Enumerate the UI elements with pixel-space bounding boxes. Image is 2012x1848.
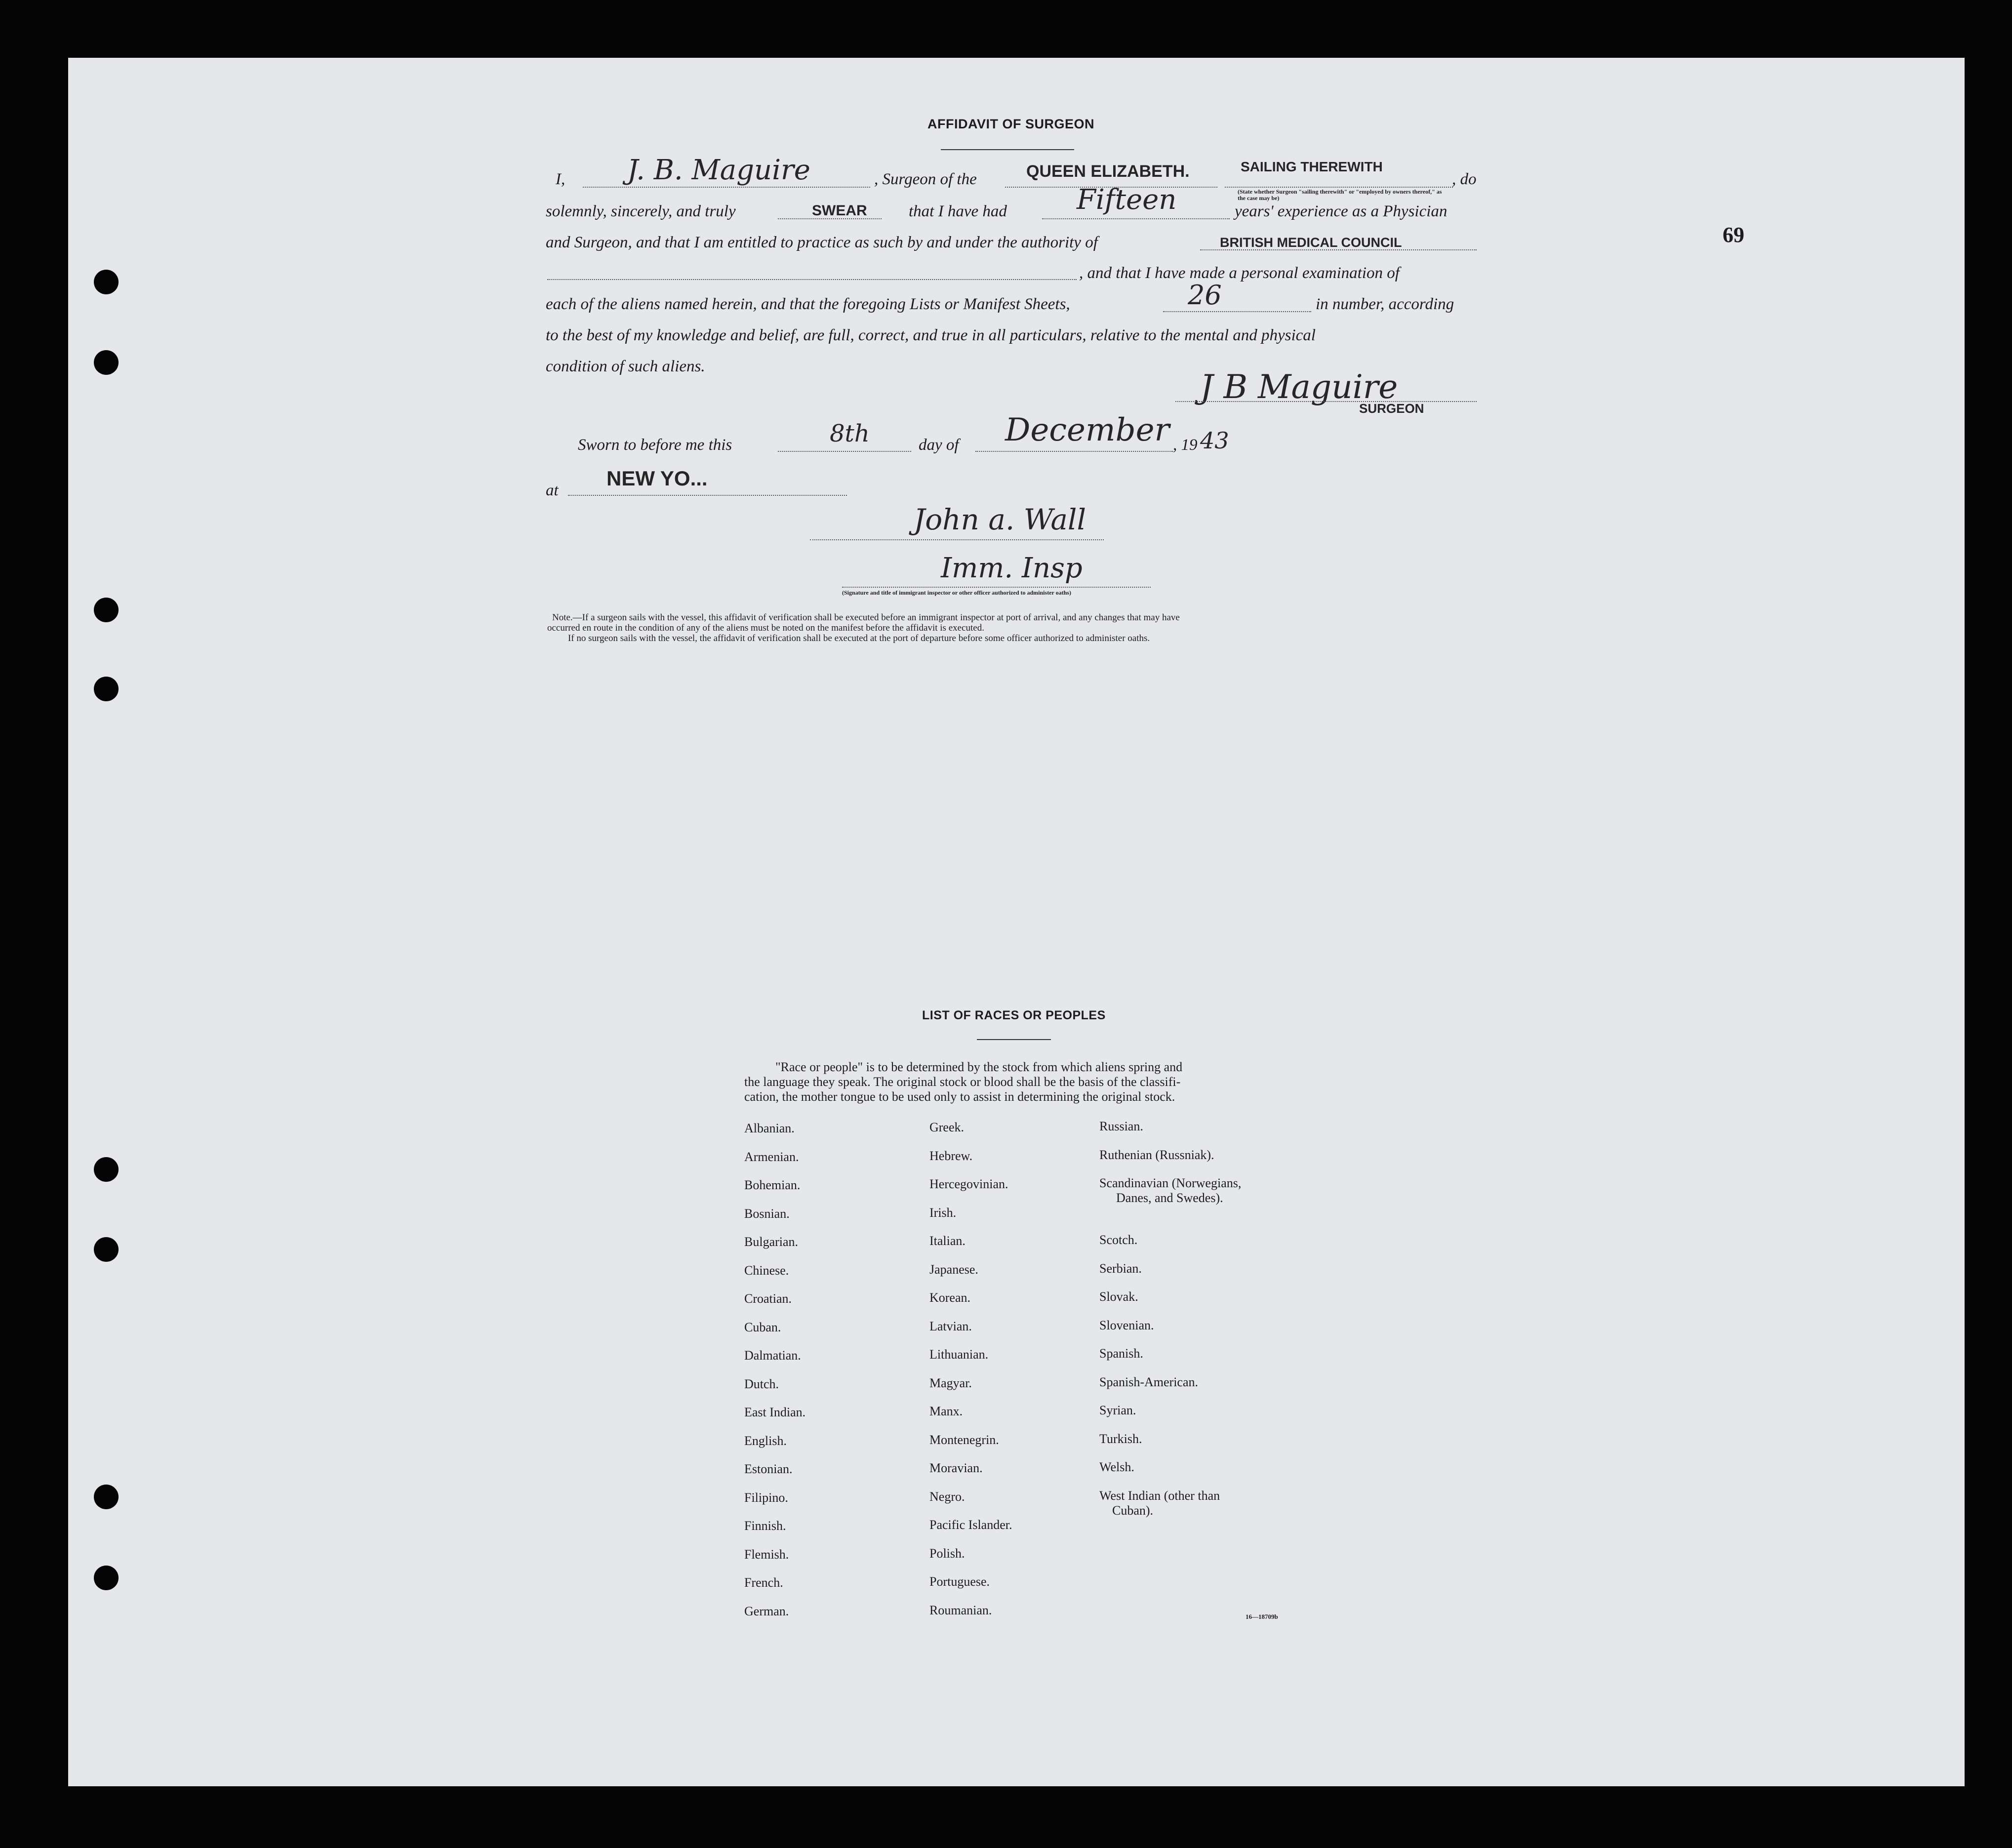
race-item: Bohemian.: [744, 1178, 801, 1192]
race-item: French.: [744, 1575, 783, 1590]
surgeon-name-field: [583, 187, 870, 188]
years-handwritten: Fifteen: [1077, 184, 1177, 216]
race-item: English.: [744, 1434, 787, 1448]
races-intro-line-2: the language they speak. The original stock or blood shall be the basis of the classifi-: [744, 1075, 1181, 1089]
years-field: [1042, 218, 1230, 219]
line2-start: solemnly, sincerely, and truly: [546, 202, 736, 220]
ship-name-stamp: QUEEN ELIZABETH.: [1026, 162, 1190, 181]
line1-start: I,: [556, 170, 565, 188]
race-item: Finnish.: [744, 1519, 786, 1533]
races-intro-line-1: "Race or people" is to be determined by the stock from which aliens spring and: [775, 1060, 1183, 1074]
form-number: 16—18709b: [1246, 1613, 1278, 1620]
title-underline: [941, 149, 1074, 150]
race-item: German.: [744, 1604, 789, 1618]
line5-start: each of the aliens named herein, and that the foregoing Lists or Manifest Sheets,: [546, 295, 1070, 313]
line3-start: and Surgeon, and that I am entitled to practice as such by and under the authority of: [546, 234, 1098, 251]
race-item: Slovak.: [1099, 1289, 1138, 1304]
document-page: [68, 58, 1965, 1786]
line1-mid: , Surgeon of the: [874, 170, 977, 188]
signature-line: [1175, 401, 1477, 402]
inspector-signature-line: [810, 539, 1104, 540]
authority-continued-field: [547, 279, 1077, 280]
race-item: Ruthenian (Russniak).: [1099, 1148, 1214, 1162]
race-item: Croatian.: [744, 1291, 792, 1306]
surgeon-name-handwritten: J. B. Maguire: [627, 154, 810, 186]
authority-stamp: BRITISH MEDICAL COUNCIL: [1220, 235, 1402, 250]
race-item: Serbian.: [1099, 1261, 1142, 1276]
sheets-field: [1163, 311, 1311, 312]
race-item: Negro.: [929, 1489, 965, 1504]
race-item: Scandinavian (Norwegians,: [1099, 1176, 1242, 1190]
binder-hole: [94, 350, 119, 375]
note-line-1: Note.—If a surgeon sails with the vessel, this affidavit of verification shall be executed before an immigrant inspector at port of arrival, and any changes that may have: [552, 612, 1180, 623]
line2-end: years' experience as a Physician: [1235, 202, 1448, 220]
race-item: Spanish-American.: [1099, 1375, 1199, 1389]
page-number: 69: [1723, 223, 1744, 247]
place-field: [568, 495, 847, 496]
race-item: Polish.: [929, 1546, 965, 1561]
races-title: LIST OF RACES OR PEOPLES: [922, 1008, 1106, 1022]
race-item: Cuban.: [744, 1320, 781, 1334]
sworn-day-of: day of: [919, 436, 959, 454]
race-item: Greek.: [929, 1120, 965, 1134]
inspector-title-signature: Imm. Insp: [941, 552, 1083, 584]
race-item: Flemish.: [744, 1547, 789, 1562]
binder-hole: [94, 270, 119, 294]
race-item: Russian.: [1099, 1119, 1143, 1133]
race-item: Dutch.: [744, 1377, 779, 1391]
status-stamp: SAILING THEREWITH: [1241, 159, 1383, 174]
race-item: Magyar.: [929, 1376, 972, 1390]
sheets-handwritten: 26: [1188, 280, 1222, 311]
race-item: Lithuanian.: [929, 1347, 989, 1362]
race-item: Japanese.: [929, 1262, 978, 1277]
binder-hole: [94, 1566, 119, 1590]
race-item: Danes, and Swedes).: [1116, 1191, 1223, 1205]
inspector-title-line: [842, 587, 1151, 588]
race-item: West Indian (other than: [1099, 1488, 1220, 1503]
line6-text: to the best of my knowledge and belief, are full, correct, and true in all particulars, relative to the mental and physical: [546, 326, 1316, 344]
race-item: Hebrew.: [929, 1149, 973, 1163]
race-item: Portuguese.: [929, 1574, 990, 1589]
line2-mid: that I have had: [909, 202, 1007, 220]
signature-title: SURGEON: [1359, 401, 1424, 416]
race-item: Italian.: [929, 1234, 966, 1248]
sworn-day-handwritten: 8th: [830, 420, 870, 447]
binder-hole: [94, 1237, 119, 1262]
race-item: Bosnian.: [744, 1206, 790, 1221]
line5-end: in number, according: [1316, 295, 1454, 313]
line1-end: , do: [1452, 170, 1477, 188]
binder-hole: [94, 1485, 119, 1509]
at-label: at: [546, 482, 559, 499]
race-item: Armenian.: [744, 1150, 799, 1164]
race-item: East Indian.: [744, 1405, 806, 1419]
races-intro-line-3: cation, the mother tongue to be used only to assist in determining the original stock.: [744, 1089, 1175, 1104]
race-item: Syrian.: [1099, 1403, 1136, 1417]
race-item: Hercegovinian.: [929, 1177, 1008, 1191]
race-item: Slovenian.: [1099, 1318, 1154, 1332]
binder-hole: [94, 677, 119, 701]
race-item: Welsh.: [1099, 1460, 1134, 1474]
race-item: Estonian.: [744, 1462, 793, 1476]
race-item: Moravian.: [929, 1461, 983, 1475]
races-title-underline: [977, 1039, 1051, 1040]
note-line-2: occurred en route in the condition of any of the aliens must be noted on the manifest before the affidavit is executed.: [547, 623, 984, 633]
race-item: Filipino.: [744, 1490, 788, 1505]
race-item: Montenegrin.: [929, 1433, 999, 1447]
surgeon-signature: J B Maguire: [1200, 368, 1398, 406]
race-item: Scotch.: [1099, 1233, 1138, 1247]
race-item: Manx.: [929, 1404, 963, 1418]
sworn-text: Sworn to before me this: [578, 436, 732, 454]
race-item: Latvian.: [929, 1319, 972, 1333]
race-item: Bulgarian.: [744, 1235, 799, 1249]
sworn-month-field: [975, 451, 1173, 452]
race-item: Irish.: [929, 1205, 957, 1220]
inspector-signature: John a. Wall: [914, 503, 1086, 536]
inspector-caption: (Signature and title of immigrant inspector or other officer authorized to administer oaths): [842, 589, 1071, 596]
line4-text: , and that I have made a personal examination of: [1079, 264, 1400, 282]
sworn-month-handwritten: December: [1005, 412, 1170, 448]
sworn-year-handwritten: 43: [1200, 427, 1229, 454]
note-line-3: If no surgeon sails with the vessel, the affidavit of verification shall be executed at the port of departure before some officer authorized to administer oaths.: [568, 633, 1150, 643]
race-item: Albanian.: [744, 1121, 795, 1135]
race-item: Korean.: [929, 1290, 971, 1305]
sworn-day-field: [778, 451, 911, 452]
sworn-year-prefix: , 19: [1173, 436, 1198, 454]
affidavit-title: AFFIDAVIT OF SURGEON: [927, 117, 1094, 131]
line7-text: condition of such aliens.: [546, 358, 705, 375]
race-item: Pacific Islander.: [929, 1518, 1012, 1532]
race-item: Roumanian.: [929, 1603, 992, 1617]
binder-hole: [94, 598, 119, 622]
race-item: Cuban).: [1112, 1503, 1154, 1518]
race-item: Turkish.: [1099, 1432, 1142, 1446]
place-stamp: NEW YO...: [606, 467, 708, 490]
status-hint: (State whether Surgeon "sailing therewith" or "employed by owners thereof," as the case may be): [1238, 188, 1442, 201]
oath-stamp: SWEAR: [812, 202, 867, 219]
race-item: Dalmatian.: [744, 1348, 801, 1363]
race-item: Chinese.: [744, 1263, 789, 1278]
race-item: Spanish.: [1099, 1346, 1143, 1361]
status-field: [1225, 187, 1453, 188]
binder-hole: [94, 1157, 119, 1182]
